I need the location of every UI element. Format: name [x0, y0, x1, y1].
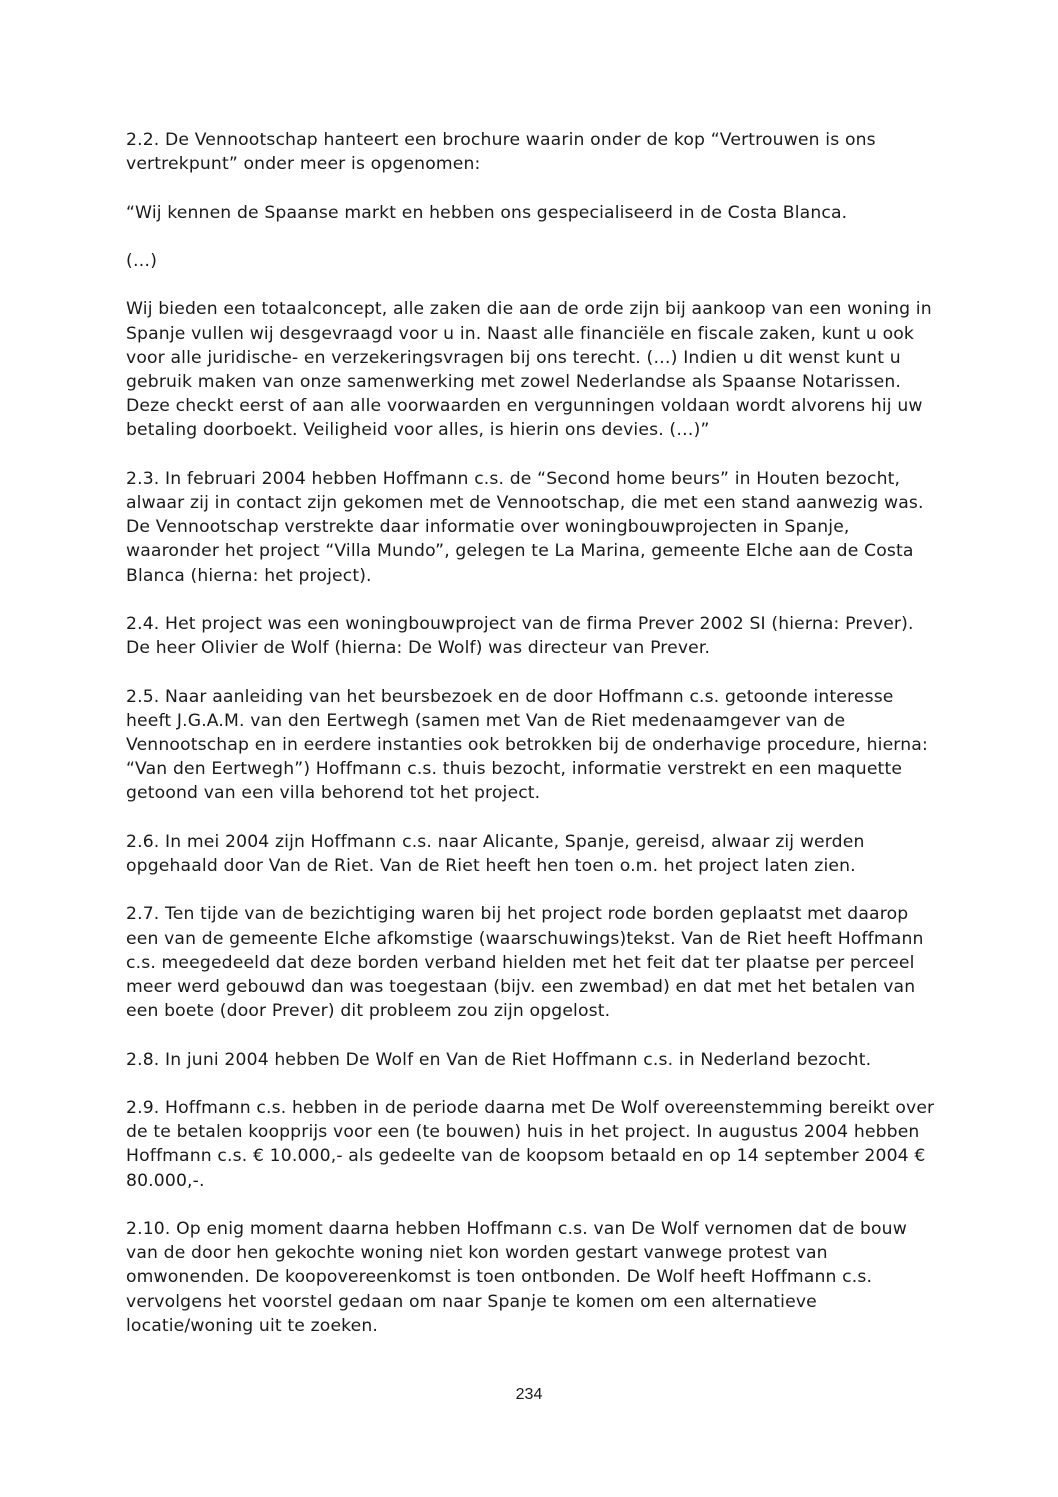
paragraph-2-7: 2.7. Ten tijde van de bezichtiging waren bij het project rode borden geplaatst met daarop een van de gemeente Elche afkomstige (waarschuwings)tekst. Van de Riet heeft Hoffmann c.s. meegedeeld dat deze borden verband hielden met het feit dat ter plaatse per perceel meer werd gebouwd dan was toegestaan (bijv. een zwembad) en dat met het betalen van een boete (door Prever) dit probleem zou zijn opgelost.: [126, 904, 924, 1022]
paragraph-2-3: 2.3. In februari 2004 hebben Hoffmann c.s. de “Second home beurs” in Houten bezocht, alwaar zij in contact zijn gekomen met de Vennootschap, die met een stand aanwezig was. De Vennootschap verstrekte daar informatie over woningbouwprojecten in Spanje, waaronder het project “Villa Mundo”, gelegen te La Marina, gemeente Elche aan de Costa Blanca (hierna: het project).: [126, 468, 924, 586]
paragraph-2-4: 2.4. Het project was een woningbouwproject van de firma Prever 2002 SI (hierna: Prever). De heer Olivier de Wolf (hierna: De Wolf) was directeur van Prever.: [126, 613, 914, 659]
paragraph-2-6: 2.6. In mei 2004 zijn Hoffmann c.s. naar Alicante, Spanje, gereisd, alwaar zij werden opgehaald door Van de Riet. Van de Riet heeft hen toen o.m. het project laten zien.: [126, 831, 865, 876]
paragraph-2-5: 2.5. Naar aanleiding van het beursbezoek en de door Hoffmann c.s. getoonde interesse heeft J.G.A.M. van den Eertwegh (samen met Van de Riet medenaamgever van de Vennootschap en in eerdere instanties ook betrokken bij de onderhavige procedure, hierna: “Van den Eertwegh”) Hoffmann c.s. thuis bezocht, informatie verstrekt en een maquette getoond van een villa behorend tot het project.: [126, 686, 928, 804]
paragraph-2-10: 2.10. Op enig moment daarna hebben Hoffmann c.s. van De Wolf vernomen dat de bouw van de door hen gekochte woning niet kon worden gestart vanwege protest van omwonenden. De koopovereenkomst is toen ontbonden. De Wolf heeft Hoffmann c.s. vervolgens het voorstel gedaan om naar Spanje te komen om een alternatieve locatie/woning uit te zoeken.: [126, 1218, 907, 1336]
paragraph-2-8: 2.8. In juni 2004 hebben De Wolf en Van de Riet Hoffmann c.s. in Nederland bezocht.: [126, 1049, 872, 1070]
paragraph-2-9: 2.9. Hoffmann c.s. hebben in de periode daarna met De Wolf overeenstemming bereikt over de te betalen koopprijs voor een (te bouwen) huis in het project. In augustus 2004 hebben Hoffmann c.s. € 10.000,- als gedeelte van de koopsom betaald en op 14 september 2004 € 80.000,-.: [126, 1097, 935, 1191]
page-number: 234: [515, 1386, 543, 1403]
quote-body: Wij bieden een totaalconcept, alle zaken die aan de orde zijn bij aankoop van een woning in Spanje vullen wij desgevraagd voor u in. Naast alle financiële en fiscale zaken, kunt u ook voor alle juridische- en verzekeringsvragen bij ons terecht. (…) Indien u dit wenst kunt u gebruik maken van onze samenwerking met zowel Nederlandse als Spaanse Notarissen. Deze checkt eerst of aan alle voorwaarden en vergunningen voldaan wordt alvorens hij uw betaling doorboekt. Veiligheid voor alles, is hierin ons devies. (…)”: [126, 299, 932, 441]
document-body: [126, 128, 936, 1362]
quote-ellipsis: (…): [126, 250, 158, 271]
paragraph-2-2: 2.2. De Vennootschap hanteert een brochure waarin onder de kop “Vertrouwen is ons vertrekpunt” onder meer is opgenomen:: [126, 130, 876, 175]
quote-opening: “Wij kennen de Spaanse markt en hebben ons gespecialiseerd in de Costa Blanca.: [126, 202, 848, 223]
